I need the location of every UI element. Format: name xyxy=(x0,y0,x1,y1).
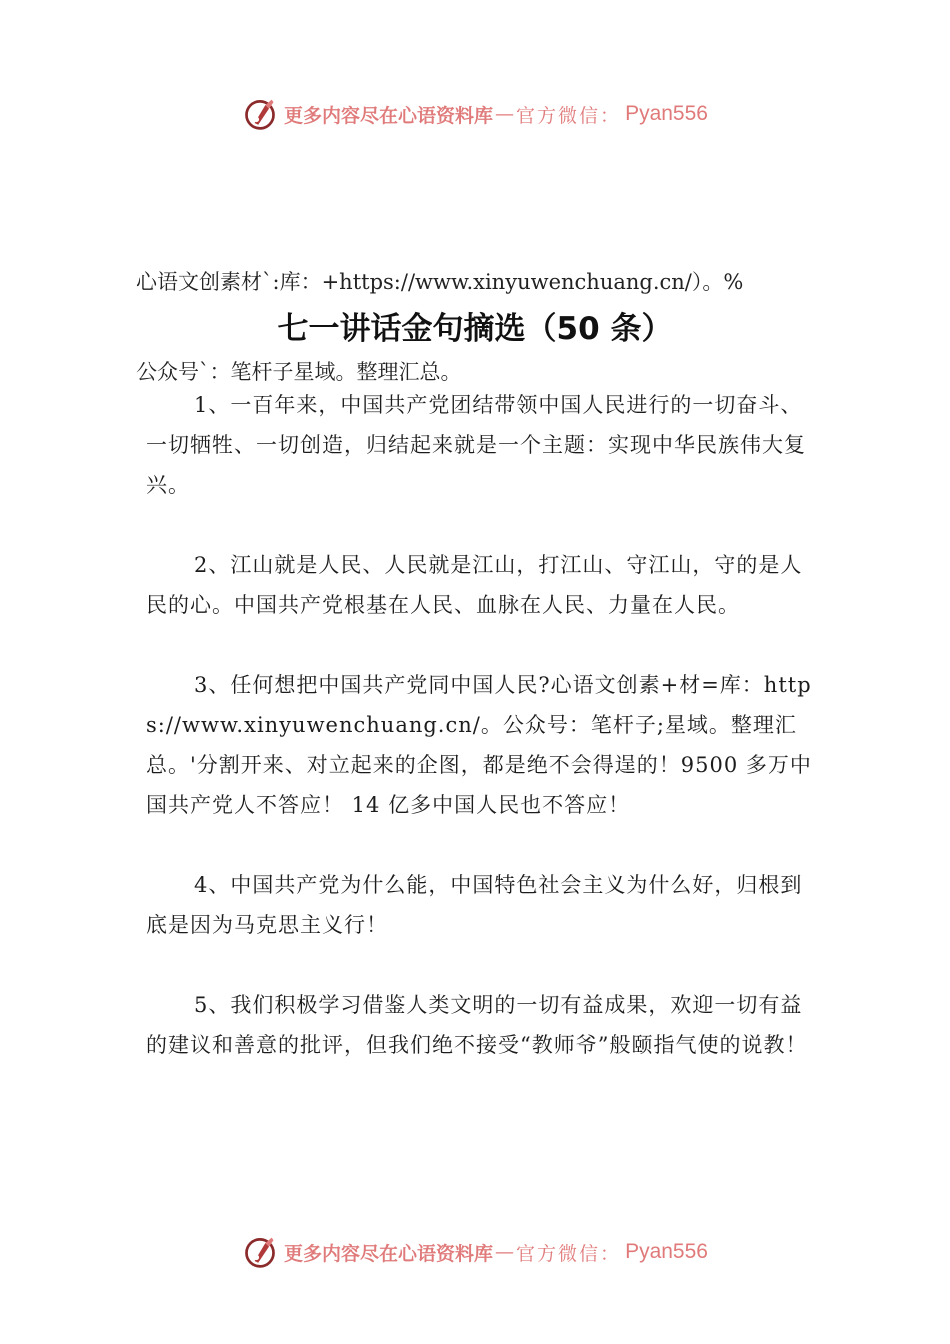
banner-wechat-id: Pyan556 xyxy=(625,102,708,125)
pen-nib-logo-icon xyxy=(242,1234,278,1270)
document-body xyxy=(146,385,816,1105)
footer-banner xyxy=(0,1232,950,1272)
paragraph-4: 4、中国共产党为什么能，中国特色社会主义为什么好，归根到底是因为马克思主义行！ xyxy=(146,873,803,937)
header-banner xyxy=(0,94,950,134)
document-title: 七一讲话金句摘选（50 条） xyxy=(277,311,673,347)
banner-dash: — xyxy=(495,103,515,125)
footer-wechat-id: Pyan556 xyxy=(625,1240,708,1263)
source-note-line-2: 公众号`：笔杆子星域。整理汇总。 xyxy=(136,360,462,384)
footer-dash: — xyxy=(495,1241,515,1263)
paragraph-3: 3、任何想把中国共产党同中国人民?心语文创素+材=库：https://www.xinyuwenchuang.cn/。公众号：笔杆子;星域。整理汇总。'分割开来、对立起来的企图，都是绝不会得逞的！9500 多万中国共产党人不答应！ 14 亿多中国人民也不答应！ xyxy=(146,673,812,817)
paragraph-1: 1、一百年来，中国共产党团结带领中国人民进行的一切奋斗、一切牺牲、一切创造，归结起来就是一个主题：实现中华民族伟大复兴。 xyxy=(146,393,806,497)
banner-brand-text: 更多内容尽在心语资料库 xyxy=(284,104,494,127)
footer-brand-text: 更多内容尽在心语资料库 xyxy=(284,1242,494,1265)
paragraph-2: 2、江山就是人民、人民就是江山，打江山、守江山，守的是人民的心。中国共产党根基在人民、血脉在人民、力量在人民。 xyxy=(146,553,803,617)
footer-wechat-label: 官方微信： xyxy=(516,1242,622,1265)
banner-wechat-label: 官方微信： xyxy=(516,104,622,127)
paragraph-5: 5、我们积极学习借鉴人类文明的一切有益成果，欢迎一切有益的建议和善意的批评，但我们绝不接受“教师爷”般颐指气使的说教！ xyxy=(146,993,808,1057)
source-note-line-1: 心语文创素材`:库：+https://www.xinyuwenchuang.cn/）。% xyxy=(136,270,744,294)
pen-nib-logo-icon xyxy=(242,96,278,132)
